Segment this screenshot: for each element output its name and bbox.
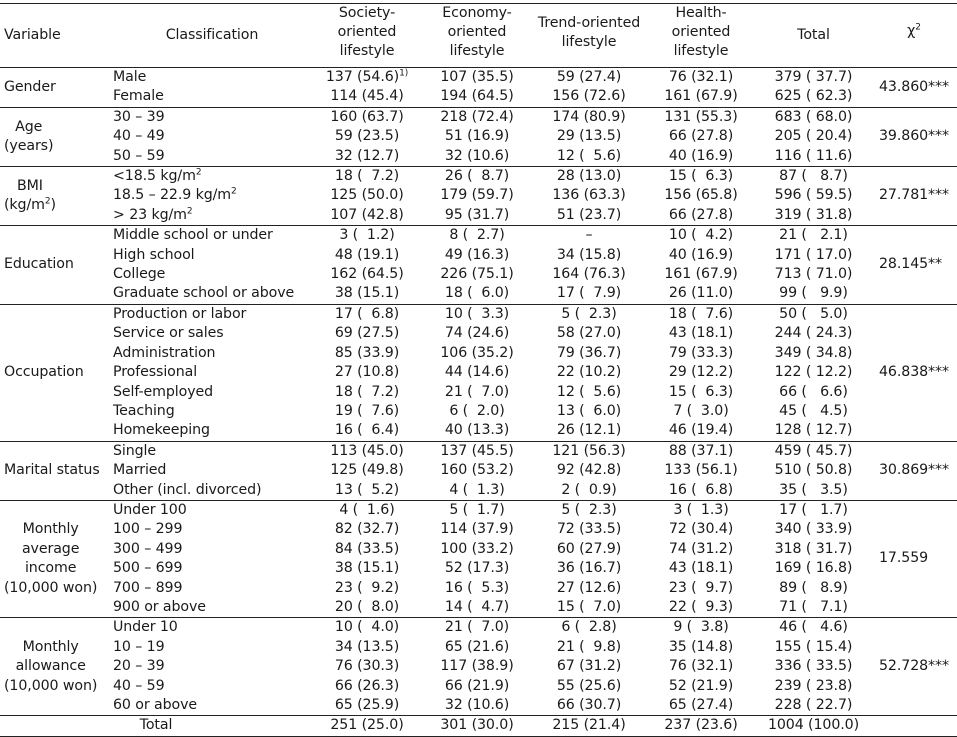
total-chi-empty: [871, 716, 957, 736]
society-cell: 84 (33.5): [334, 540, 400, 557]
classification-cell: > 23 $kg/m^2$: [113, 206, 193, 223]
table-row: [0, 167, 957, 187]
table-row: [0, 127, 957, 146]
table-row: [0, 265, 957, 284]
header-total: Total: [756, 4, 871, 68]
health-cell: 72 (30.4): [668, 521, 734, 538]
economy-cell: 16 ( 5.3): [444, 579, 510, 596]
economy-cell: 52 (17.3): [444, 560, 510, 577]
economy-cell: 18 ( 6.0): [444, 285, 510, 302]
society-cell: 4 ( 1.6): [339, 501, 395, 518]
health-cell: 52 (21.9): [668, 677, 734, 694]
economy-cell: 117 (38.9): [440, 658, 514, 675]
total-cell: 336 ( 33.5): [774, 658, 853, 675]
economy-cell: 21 ( 7.0): [444, 619, 510, 636]
society-cell: 162 (64.5): [330, 266, 404, 283]
group-occupation: [0, 304, 957, 441]
total-cell: 205 ( 20.4): [774, 128, 853, 145]
economy-cell: 51 (16.9): [444, 128, 510, 145]
health-cell: 66 (27.8): [668, 128, 734, 145]
society-cell: 13 ( 5.2): [334, 481, 400, 498]
group-bmi-kg-m: [0, 167, 957, 226]
trend-cell: 55 (25.6): [556, 677, 622, 694]
total-cell: 71 ( 7.1): [779, 598, 848, 615]
economy-cell: 114 (37.9): [440, 521, 514, 538]
health-cell: 66 (27.8): [668, 206, 734, 223]
table-row: [0, 383, 957, 402]
variable-cell: Marital status: [4, 462, 100, 479]
classification-cell: Other (incl. divorced): [113, 481, 262, 498]
economy-cell: 218 (72.4): [440, 108, 514, 125]
classification-cell: Production or labor: [113, 305, 247, 322]
economy-cell: 106 (35.2): [440, 344, 514, 361]
economy-cell: 6 ( 2.0): [449, 402, 505, 419]
classification-cell: 300 – 499: [113, 540, 183, 557]
total-cell: 349 ( 34.8): [774, 344, 853, 361]
total-cell: 21 ( 2.1): [779, 227, 848, 244]
table-row: [0, 421, 957, 441]
trend-cell: 15 ( 7.0): [556, 598, 622, 615]
society-cell: 137 $(54.6)^{1)}$: [325, 68, 409, 85]
society-cell: 18 ( 7.2): [334, 383, 400, 400]
variable-cell: BMI $(kg/m^2)$: [4, 177, 56, 214]
classification-cell: 700 – 899: [113, 579, 183, 596]
classification-cell: Under 10: [113, 619, 178, 636]
economy-cell: 14 ( 4.7): [444, 598, 510, 615]
economy-cell: 8 ( 2.7): [449, 227, 505, 244]
trend-cell: 2 ( 0.9): [561, 481, 617, 498]
variable-cell: Age (years): [4, 118, 54, 154]
society-cell: 27 (10.8): [334, 364, 400, 381]
total-cell: 169 ( 16.8): [774, 560, 853, 577]
economy-cell: 226 (75.1): [440, 266, 514, 283]
health-cell: 79 (33.3): [668, 344, 734, 361]
header-health: Health- oriented lifestyle: [646, 4, 756, 68]
health-cell: 23 ( 9.7): [668, 579, 734, 596]
society-cell: 17 ( 6.8): [334, 305, 400, 322]
society-cell: 38 (15.1): [334, 560, 400, 577]
trend-cell: 5 ( 2.3): [561, 501, 617, 518]
society-cell: 76 (30.3): [334, 658, 400, 675]
classification-cell: Middle school or under: [113, 227, 273, 244]
classification-cell: 900 or above: [113, 598, 206, 615]
total-cell: 379 ( 37.7): [774, 69, 853, 85]
table-row: [0, 226, 957, 246]
table-row: [0, 87, 957, 107]
society-cell: 18 ( 7.2): [334, 168, 400, 185]
group-gender: [0, 68, 957, 108]
table-row: [0, 68, 957, 88]
health-cell: 46 (19.4): [668, 422, 734, 439]
variable-cell: Monthly allowance (10,000 won): [4, 638, 98, 694]
classification-cell: 60 or above: [113, 697, 197, 713]
economy-cell: 160 (53.2): [440, 462, 514, 479]
trend-cell: 12 ( 5.6): [556, 383, 622, 400]
total-cell: 340 ( 33.9): [774, 521, 853, 538]
economy-cell: 66 (21.9): [444, 677, 510, 694]
table-row: [0, 657, 957, 676]
health-cell: 9 ( 3.8): [673, 619, 729, 636]
economy-cell: 179 (59.7): [440, 187, 514, 204]
total-cell: 319 ( 31.8): [774, 206, 853, 223]
economy-cell: 100 (33.2): [440, 540, 514, 557]
total-label: Total: [139, 717, 173, 734]
trend-cell: 28 (13.0): [556, 168, 622, 185]
classification-cell: 50 – 59: [113, 147, 165, 164]
total-trend-cell: 215 (21.4): [552, 717, 626, 734]
chi-square-cell: 30.869***: [879, 462, 950, 479]
health-cell: 15 ( 6.3): [668, 168, 734, 185]
classification-cell: 500 – 699: [113, 560, 183, 577]
classification-cell: 100 – 299: [113, 521, 183, 538]
classification-cell: Under 100: [113, 501, 187, 518]
society-cell: 3 ( 1.2): [339, 227, 395, 244]
table-row: [0, 696, 957, 716]
table-row: [0, 500, 957, 520]
economy-cell: 5 ( 1.7): [449, 501, 505, 518]
society-cell: 113 (45.0): [330, 442, 404, 459]
trend-cell: 79 (36.7): [556, 344, 622, 361]
header-society: Society- oriented lifestyle: [312, 4, 422, 68]
total-row: [0, 716, 957, 736]
health-cell: 74 (31.2): [668, 540, 734, 557]
table-row: [0, 304, 957, 324]
total-cell: 87 ( 8.7): [779, 168, 848, 185]
total-row-group: [0, 716, 957, 736]
health-cell: 22 ( 9.3): [668, 598, 734, 615]
trend-cell: 156 (72.6): [552, 88, 626, 105]
chi-square-cell: 46.838***: [879, 364, 950, 381]
chi-square-cell: 28.145**: [879, 256, 943, 273]
economy-cell: 74 (24.6): [444, 325, 510, 342]
classification-cell: Administration: [113, 344, 216, 361]
table-row: [0, 186, 957, 205]
economy-cell: 32 (10.6): [444, 147, 510, 164]
society-cell: 160 (63.7): [330, 108, 404, 125]
society-cell: 23 ( 9.2): [334, 579, 400, 596]
economy-cell: 40 (13.3): [444, 422, 510, 439]
health-cell: 3 ( 1.3): [673, 501, 729, 518]
total-cell: 244 ( 24.3): [774, 325, 853, 342]
society-cell: 69 (27.5): [334, 325, 400, 342]
classification-cell: <18.5 $kg/m^2$: [113, 167, 202, 185]
table-row: [0, 107, 957, 127]
health-cell: 18 ( 7.6): [668, 305, 734, 322]
table-row: [0, 618, 957, 638]
table-row: [0, 324, 957, 343]
society-cell: 34 (13.5): [334, 638, 400, 655]
chi-square-cell: 52.728***: [879, 658, 950, 675]
society-cell: 107 (42.8): [330, 206, 404, 223]
trend-cell: 92 (42.8): [556, 462, 622, 479]
total-cell: 99 ( 9.9): [779, 285, 848, 302]
total-cell: 171 ( 17.0): [774, 246, 853, 263]
footnote-marker: 1): [399, 68, 409, 79]
classification-cell: Teaching: [113, 402, 175, 419]
trend-cell: 21 ( 9.8): [556, 638, 622, 655]
society-cell: 20 ( 8.0): [334, 598, 400, 615]
health-cell: 43 (18.1): [668, 325, 734, 342]
classification-cell: High school: [113, 246, 195, 263]
table-row: [0, 579, 957, 598]
society-cell: 19 ( 7.6): [334, 402, 400, 419]
economy-cell: 107 (35.5): [440, 69, 514, 85]
society-cell: 32 (12.7): [334, 147, 400, 164]
trend-cell: –: [585, 227, 593, 244]
society-cell: 66 (26.3): [334, 677, 400, 694]
classification-cell: Service or sales: [113, 325, 224, 342]
health-cell: 156 (65.8): [664, 187, 738, 204]
table-row: [0, 284, 957, 304]
trend-cell: 36 (16.7): [556, 560, 622, 577]
economy-cell: 10 ( 3.3): [444, 305, 510, 322]
society-cell: 82 (32.7): [334, 521, 400, 538]
society-cell: 85 (33.9): [334, 344, 400, 361]
trend-cell: 22 (10.2): [556, 364, 622, 381]
trend-cell: 136 (63.3): [552, 187, 626, 204]
header-chi-square: $\chi^2$: [871, 4, 957, 68]
total-cell: 35 ( 3.5): [779, 481, 848, 498]
total-economy-cell: 301 (30.0): [440, 717, 514, 734]
classification-cell: 18.5 – 22.9 $kg/m^2$: [113, 186, 237, 204]
society-cell: 10 ( 4.0): [334, 619, 400, 636]
health-cell: 43 (18.1): [668, 560, 734, 577]
total-cell: 596 ( 59.5): [774, 187, 853, 204]
trend-cell: 13 ( 6.0): [556, 402, 622, 419]
trend-cell: 34 (15.8): [556, 246, 622, 263]
trend-cell: 60 (27.9): [556, 540, 622, 557]
economy-cell: 21 ( 7.0): [444, 383, 510, 400]
table-row: [0, 147, 957, 167]
health-cell: 7 ( 3.0): [673, 402, 729, 419]
group-monthly-average-income-10-000-won: [0, 500, 957, 617]
total-total-cell: 1004 (100.0): [767, 717, 860, 734]
health-cell: 76 (32.1): [668, 658, 734, 675]
variable-cell: Monthly average income (10,000 won): [4, 521, 98, 596]
table-row: [0, 402, 957, 421]
variable-cell: Gender: [4, 78, 56, 95]
trend-cell: 17 ( 7.9): [556, 285, 622, 302]
society-cell: 125 (49.8): [330, 462, 404, 479]
total-cell: 89 ( 8.9): [779, 579, 848, 596]
health-cell: 76 (32.1): [668, 69, 734, 85]
classification-cell: College: [113, 266, 166, 283]
health-cell: 15 ( 6.3): [668, 383, 734, 400]
total-cell: 122 ( 12.2): [774, 364, 853, 381]
lifestyle-table: [0, 3, 957, 737]
chi-square-cell: 17.559: [879, 550, 929, 567]
table-row: [0, 598, 957, 618]
table-row: [0, 461, 957, 480]
table-row: [0, 246, 957, 265]
total-cell: 459 ( 45.7): [774, 442, 853, 459]
classification-cell: Professional: [113, 364, 198, 381]
society-cell: 38 (15.1): [334, 285, 400, 302]
economy-cell: 26 ( 8.7): [444, 168, 510, 185]
trend-cell: 5 ( 2.3): [561, 305, 617, 322]
total-cell: 239 ( 23.8): [774, 677, 853, 694]
health-cell: 16 ( 6.8): [668, 481, 734, 498]
economy-cell: 137 (45.5): [440, 442, 514, 459]
total-cell: 116 ( 11.6): [774, 147, 853, 164]
total-cell: 625 ( 62.3): [774, 88, 853, 105]
classification-cell: Female: [113, 88, 164, 105]
classification-cell: Single: [113, 442, 157, 459]
table-row: [0, 441, 957, 461]
header-economy: Economy- oriented lifestyle: [422, 4, 532, 68]
economy-cell: 44 (14.6): [444, 364, 510, 381]
header-variable: Variable: [0, 4, 112, 68]
society-cell: 48 (19.1): [334, 246, 400, 263]
classification-cell: 10 – 19: [113, 638, 165, 655]
trend-cell: 29 (13.5): [556, 128, 622, 145]
economy-cell: 95 (31.7): [444, 206, 510, 223]
trend-cell: 66 (30.7): [556, 697, 622, 713]
table-row: [0, 363, 957, 382]
total-cell: 50 ( 5.0): [779, 305, 848, 322]
table-row: [0, 540, 957, 559]
economy-cell: 4 ( 1.3): [449, 481, 505, 498]
health-cell: 10 ( 4.2): [668, 227, 734, 244]
classification-cell: Male: [113, 69, 147, 85]
variable-cell: Occupation: [4, 364, 84, 381]
total-cell: 318 ( 31.7): [774, 540, 853, 557]
trend-cell: 58 (27.0): [556, 325, 622, 342]
trend-cell: 26 (12.1): [556, 422, 622, 439]
health-cell: 40 (16.9): [668, 147, 734, 164]
table-row: [0, 344, 957, 363]
health-cell: 133 (56.1): [664, 462, 738, 479]
health-cell: 40 (16.9): [668, 246, 734, 263]
total-cell: 713 ( 71.0): [774, 266, 853, 283]
economy-cell: 65 (21.6): [444, 638, 510, 655]
health-cell: 161 (67.9): [664, 88, 738, 105]
trend-cell: 174 (80.9): [552, 108, 626, 125]
group-age-years: [0, 107, 957, 166]
classification-cell: 20 – 39: [113, 658, 165, 675]
total-cell: 45 ( 4.5): [779, 402, 848, 419]
table-header: [0, 4, 957, 68]
total-cell: 46 ( 4.6): [779, 619, 848, 636]
health-cell: 161 (67.9): [664, 266, 738, 283]
society-cell: 114 (45.4): [330, 88, 404, 105]
total-cell: 155 ( 15.4): [774, 638, 853, 655]
classification-cell: 40 – 59: [113, 677, 165, 694]
group-education: [0, 226, 957, 305]
health-cell: 88 (37.1): [668, 442, 734, 459]
health-cell: 29 (12.2): [668, 364, 734, 381]
society-cell: 59 (23.5): [334, 128, 400, 145]
health-cell: 131 (55.3): [664, 108, 738, 125]
chi-square-cell: 43.860***: [879, 78, 950, 95]
group-monthly-allowance-10-000-won: [0, 618, 957, 716]
total-cell: 66 ( 6.6): [779, 383, 848, 400]
table-row: [0, 481, 957, 501]
table-row: [0, 559, 957, 578]
trend-cell: 72 (33.5): [556, 521, 622, 538]
total-society-cell: 251 (25.0): [330, 717, 404, 734]
table-row: [0, 520, 957, 539]
trend-cell: 6 ( 2.8): [561, 619, 617, 636]
trend-cell: 59 (27.4): [556, 69, 622, 85]
table-row: [0, 638, 957, 657]
total-cell: 17 ( 1.7): [779, 501, 848, 518]
header-trend: Trend-oriented lifestyle: [532, 4, 646, 68]
total-cell: 228 ( 22.7): [774, 697, 853, 713]
classification-cell: Self-employed: [113, 383, 214, 400]
society-cell: 16 ( 6.4): [334, 422, 400, 439]
table-row: [0, 677, 957, 696]
trend-cell: 121 (56.3): [552, 442, 626, 459]
economy-cell: 32 (10.6): [444, 697, 510, 713]
classification-cell: 40 – 49: [113, 128, 165, 145]
chi-square-cell: 39.860***: [879, 128, 950, 145]
variable-cell: Education: [4, 256, 74, 273]
trend-cell: 164 (76.3): [552, 266, 626, 283]
chi-square-cell: 27.781***: [879, 187, 950, 204]
society-cell: 125 (50.0): [330, 187, 404, 204]
health-cell: 35 (14.8): [668, 638, 734, 655]
society-cell: 65 (25.9): [334, 697, 400, 713]
trend-cell: 27 (12.6): [556, 579, 622, 596]
economy-cell: 194 (64.5): [440, 88, 514, 105]
trend-cell: 12 ( 5.6): [556, 147, 622, 164]
total-cell: 683 ( 68.0): [774, 108, 853, 125]
classification-cell: 30 – 39: [113, 108, 165, 125]
total-cell: 128 ( 12.7): [774, 422, 853, 439]
health-cell: 26 (11.0): [668, 285, 734, 302]
economy-cell: 49 (16.3): [444, 246, 510, 263]
classification-cell: Homekeeping: [113, 422, 210, 439]
table-row: [0, 206, 957, 226]
health-cell: 65 (27.4): [668, 697, 734, 713]
total-cell: 510 ( 50.8): [774, 462, 853, 479]
group-marital-status: [0, 441, 957, 500]
classification-cell: Graduate school or above: [113, 285, 295, 302]
total-health-cell: 237 (23.6): [664, 717, 738, 734]
trend-cell: 67 (31.2): [556, 658, 622, 675]
trend-cell: 51 (23.7): [556, 206, 622, 223]
header-classification: Classification: [112, 4, 312, 68]
classification-cell: Married: [113, 462, 167, 479]
